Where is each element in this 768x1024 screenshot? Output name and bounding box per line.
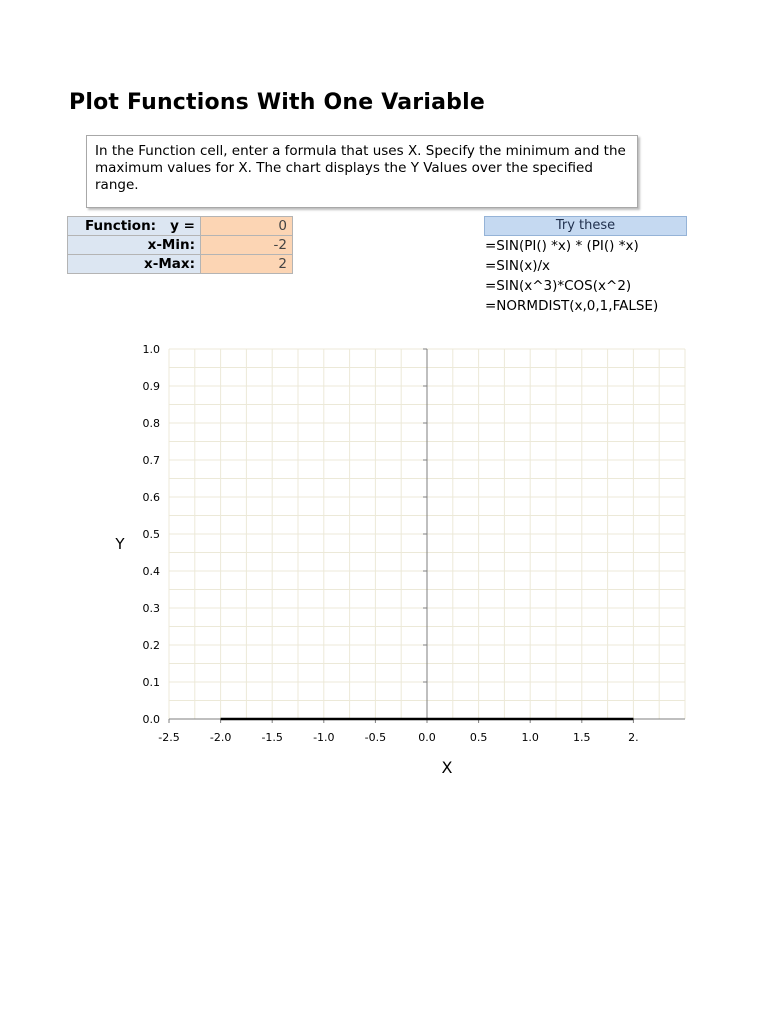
instructions-textbox[interactable]: In the Function cell, enter a formula that uses X. Specify the minimum and the maximum values for X. The chart displays the Y Values over the specified range. bbox=[86, 135, 638, 208]
y-tick-label: 0.8 bbox=[142, 417, 160, 430]
x-tick-label: -2.5 bbox=[158, 731, 180, 744]
y-tick-label: 1.0 bbox=[142, 343, 160, 356]
x-tick-label: 2. bbox=[628, 731, 639, 744]
x-axis-title: X bbox=[441, 758, 453, 777]
function-chart[interactable] bbox=[0, 330, 768, 790]
x-min-cell[interactable]: -2 bbox=[201, 236, 293, 255]
x-min-label: x-Min: bbox=[68, 236, 201, 255]
x-tick-label: -1.5 bbox=[261, 731, 283, 744]
try-formula-4[interactable]: =NORMDIST(x,0,1,FALSE) bbox=[485, 298, 659, 314]
y-tick-label: 0.9 bbox=[142, 380, 160, 393]
x-tick-label: -2.0 bbox=[209, 731, 232, 744]
x-tick-label: -0.5 bbox=[364, 731, 387, 744]
x-tick-label: -1.0 bbox=[313, 731, 335, 744]
try-formula-1[interactable]: =SIN(PI() *x) * (PI() *x) bbox=[485, 238, 639, 254]
try-these-header[interactable]: Try these bbox=[484, 216, 687, 236]
y-tick-label: 0.0 bbox=[142, 713, 160, 726]
chart-tick-labels bbox=[143, 343, 639, 744]
y-tick-label: 0.7 bbox=[142, 454, 160, 467]
y-tick-label: 0.1 bbox=[142, 676, 160, 689]
y-tick-label: 0.2 bbox=[142, 639, 160, 652]
try-formula-3[interactable]: =SIN(x^3)*COS(x^2) bbox=[485, 278, 632, 294]
x-max-row bbox=[68, 255, 293, 274]
y-tick-label: 0.5 bbox=[142, 528, 160, 541]
y-tick-label: 0.3 bbox=[142, 602, 160, 615]
y-axis-title: Y bbox=[115, 535, 125, 553]
x-max-cell[interactable]: 2 bbox=[201, 255, 293, 274]
x-tick-label: 0.0 bbox=[418, 731, 436, 744]
y-tick-label: 0.6 bbox=[142, 491, 160, 504]
try-formula-2[interactable]: =SIN(x)/x bbox=[485, 258, 551, 274]
x-max-label: x-Max: bbox=[68, 255, 201, 274]
function-row bbox=[68, 217, 293, 236]
x-min-row bbox=[68, 236, 293, 255]
y-tick-label: 0.4 bbox=[142, 565, 160, 578]
try-these-panel bbox=[484, 216, 687, 316]
x-tick-label: 1.5 bbox=[573, 731, 591, 744]
page-title: Plot Functions With One Variable bbox=[69, 90, 485, 115]
x-tick-label: 0.5 bbox=[469, 731, 488, 744]
input-table bbox=[67, 216, 293, 274]
function-cell[interactable]: 0 bbox=[201, 217, 293, 236]
x-tick-label: 1.0 bbox=[521, 731, 539, 744]
function-label: Function: y = bbox=[68, 217, 201, 236]
